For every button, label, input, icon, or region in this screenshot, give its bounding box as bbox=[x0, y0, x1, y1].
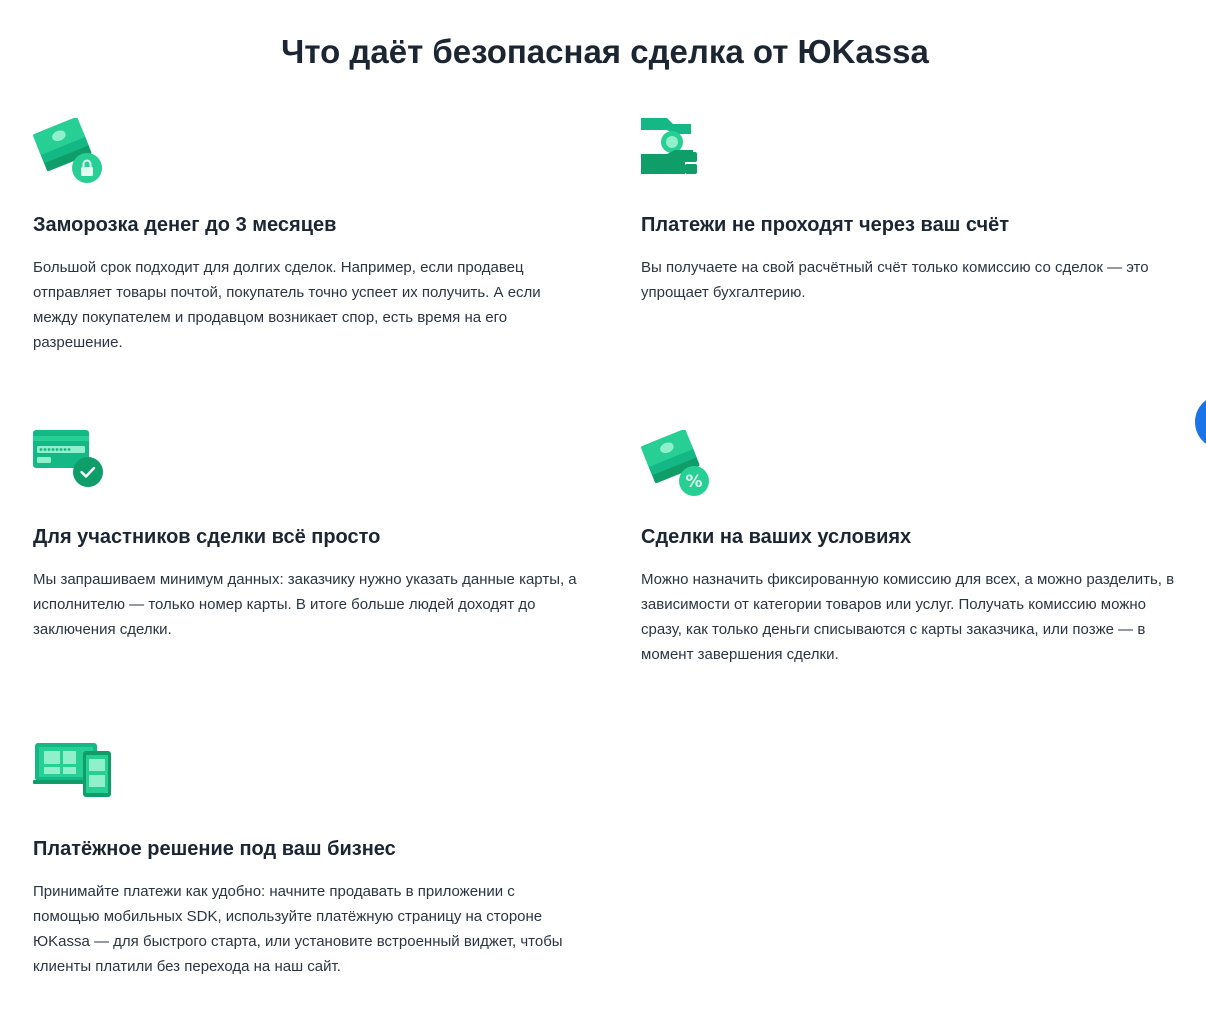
feature-title: Сделки на ваших условиях bbox=[641, 526, 912, 548]
devices-icon bbox=[33, 742, 113, 822]
floating-side-button[interactable] bbox=[1195, 395, 1206, 449]
feature-text: Принимайте платежи как удобно: начните продавать в приложении с помощью мобильных SDK, используйте платёжную страницу на стороне ЮKassa — для быстрого старта, или установите встроенный виджет, чтобы клиенты платили без перехода на наш сайт. bbox=[33, 883, 563, 975]
feature-title: Для участников сделки всё просто bbox=[33, 526, 381, 548]
page-title: Что даёт безопасная сделка от ЮKassa bbox=[281, 33, 929, 70]
feature-text: Вы получаете на свой расчётный счёт только комиссию со сделок — это упрощает бухгалтерию. bbox=[641, 259, 1149, 301]
money-lock-icon bbox=[33, 118, 113, 198]
hand-coin-icon bbox=[641, 118, 721, 198]
card-check-icon bbox=[33, 430, 113, 510]
feature-text: Мы запрашиваем минимум данных: заказчику нужно указать данные карты, а исполнителю — только номер карты. В итоге больше людей доходят до заключения сделки. bbox=[33, 571, 577, 638]
svg-text:%: % bbox=[685, 472, 703, 492]
feature-title: Платежи не проходят через ваш счёт bbox=[641, 214, 1010, 236]
feature-text: Большой срок подходит для долгих сделок. Например, если продавец отправляет товары почтой, покупатель точно успеет их получить. А если между покупателем и продавцом возникает спор, есть время на его разрешение. bbox=[33, 259, 541, 351]
feature-text: Можно назначить фиксированную комиссию для всех, а можно разделить, в зависимости от категории товаров или услуг. Получать комиссию можно сразу, как только деньги списываются с карты заказчика, или позже — в момент завершения сделки. bbox=[641, 571, 1175, 663]
feature-title: Заморозка денег до 3 месяцев bbox=[33, 214, 337, 236]
feature-title: Платёжное решение под ваш бизнес bbox=[33, 838, 396, 860]
money-percent-icon bbox=[641, 430, 721, 510]
